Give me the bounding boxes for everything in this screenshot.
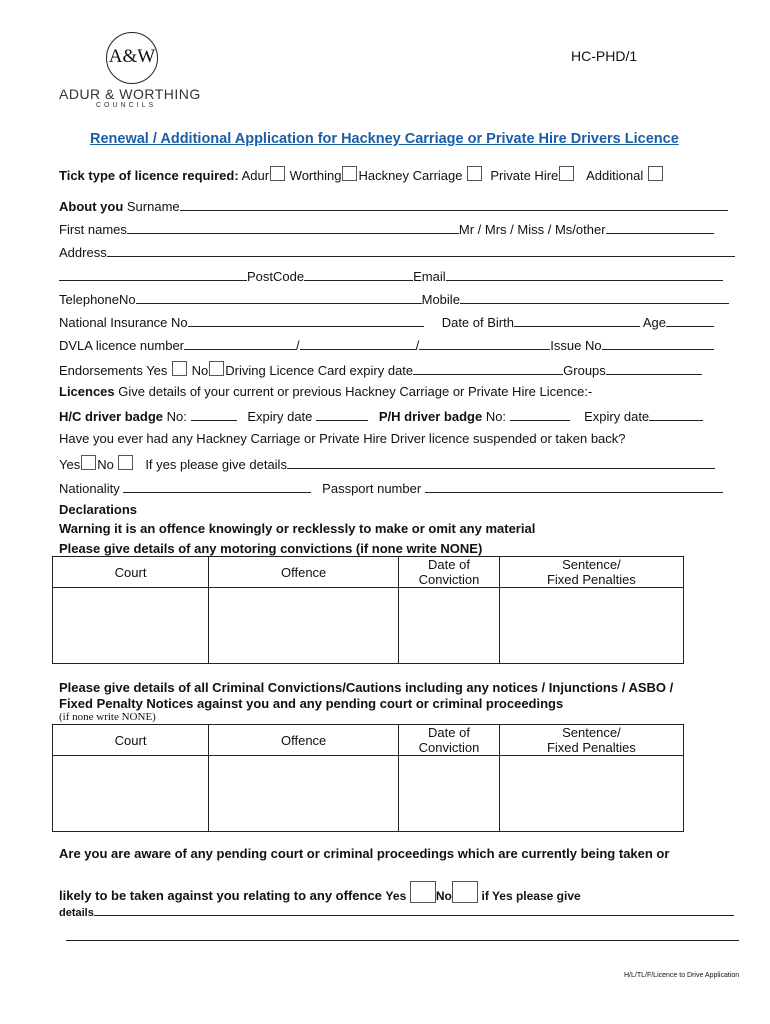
form-reference: HC-PHD/1 xyxy=(571,48,638,64)
about-you-heading: About you xyxy=(59,199,124,214)
licence-option-additional: Additional xyxy=(586,168,644,183)
mobile-label: Mobile xyxy=(421,292,460,307)
sentence-cell[interactable] xyxy=(499,588,683,664)
ph-badge-number-field[interactable] xyxy=(510,408,570,421)
dvla-slash-2: / xyxy=(415,338,420,353)
criminal-convictions-heading-line1: Please give details of all Criminal Convictions/Cautions including any notices / Injunctions / ASBO / xyxy=(59,680,674,695)
ni-row xyxy=(59,314,714,330)
title-field[interactable] xyxy=(606,221,714,234)
pending-question-row xyxy=(59,881,581,903)
issue-no-field[interactable] xyxy=(602,337,714,350)
pending-if-yes-label: if Yes please give xyxy=(481,889,581,903)
dvla-field-part2[interactable] xyxy=(300,337,416,350)
council-logo-subtitle: COUNCILS xyxy=(96,102,157,109)
endorsements-row xyxy=(59,361,702,378)
licence-type-row xyxy=(59,166,664,183)
date-cell[interactable] xyxy=(399,588,500,664)
page-title: Renewal / Additional Application for Hackney Carriage or Private Hire Drivers Licence xyxy=(90,131,679,147)
postcode-email-row xyxy=(59,268,723,284)
court-cell[interactable] xyxy=(53,756,209,832)
surname-field[interactable] xyxy=(180,198,728,211)
offence-cell[interactable] xyxy=(209,588,399,664)
hc-expiry-field[interactable] xyxy=(316,408,368,421)
pending-details-field-line1[interactable] xyxy=(94,905,734,916)
ph-badge-label: P/H driver badge xyxy=(378,409,483,424)
groups-field[interactable] xyxy=(606,362,702,375)
date-cell[interactable] xyxy=(399,756,500,832)
ph-no-label: No: xyxy=(485,409,507,424)
footer-reference: H/L/TL/F/Licence to Drive Application xyxy=(624,972,740,979)
licences-instruction: Give details of your current or previous Hackney Carriage or Private Hire Licence:- xyxy=(118,384,593,399)
passport-field[interactable] xyxy=(425,480,723,493)
suspended-details-field[interactable] xyxy=(287,456,715,469)
pending-question-line2: likely to be taken against you relating to any offence xyxy=(59,888,382,903)
declarations-warning: Warning it is an offence knowingly or recklessly to make or omit any material xyxy=(59,521,536,536)
table-row xyxy=(53,756,684,832)
badges-row xyxy=(59,408,703,424)
pending-question-line1: Are you are aware of any pending court or criminal proceedings which are currently being taken or xyxy=(59,846,670,861)
email-field[interactable] xyxy=(446,268,723,281)
hc-badge-label: H/C driver badge xyxy=(59,409,164,424)
licence-option-hackney: Hackney Carriage xyxy=(358,168,463,183)
licences-row xyxy=(59,384,592,399)
groups-label: Groups xyxy=(563,363,606,378)
offence-header: Offence xyxy=(209,725,399,756)
offence-cell[interactable] xyxy=(209,756,399,832)
dvla-slash-1: / xyxy=(296,338,300,353)
date-of-conviction-header: Date of Conviction xyxy=(399,557,500,588)
expiry-date-label: Driving Licence Card expiry date xyxy=(225,363,414,378)
offence-header: Offence xyxy=(209,557,399,588)
pending-no-checkbox[interactable] xyxy=(452,881,478,903)
address-field-line2[interactable] xyxy=(59,268,247,281)
licences-heading: Licences xyxy=(59,384,115,399)
dvla-field-part1[interactable] xyxy=(184,337,296,350)
suspended-question: Have you ever had any Hackney Carriage or Private Hire Driver licence suspended or taken back? xyxy=(59,431,626,446)
licence-option-worthing: Worthing xyxy=(289,168,342,183)
email-label: Email xyxy=(413,269,446,284)
title-options-label: Mr / Mrs / Miss / Ms/other xyxy=(458,222,606,237)
ni-field[interactable] xyxy=(188,314,424,327)
criminal-convictions-heading-line2: Fixed Penalty Notices against you and any pending court or criminal proceedings xyxy=(59,696,564,711)
sentence-header: Sentence/ Fixed Penalties xyxy=(499,725,683,756)
mobile-field[interactable] xyxy=(460,291,729,304)
court-header: Court xyxy=(53,725,209,756)
worthing-checkbox[interactable] xyxy=(342,166,357,181)
court-header: Court xyxy=(53,557,209,588)
endorsements-no-checkbox[interactable] xyxy=(209,361,224,376)
table-row xyxy=(53,588,684,664)
dob-label: Date of Birth xyxy=(441,315,514,330)
sentence-cell[interactable] xyxy=(499,756,683,832)
age-field[interactable] xyxy=(666,314,714,327)
licence-option-private-hire: Private Hire xyxy=(490,168,559,183)
surname-row xyxy=(59,198,728,214)
motoring-convictions-heading: Please give details of any motoring convictions (if none write NONE) xyxy=(59,541,483,556)
nationality-label: Nationality xyxy=(59,481,120,496)
adur-checkbox[interactable] xyxy=(270,166,285,181)
additional-checkbox[interactable] xyxy=(648,166,663,181)
telephone-field[interactable] xyxy=(136,291,422,304)
address-field-line1[interactable] xyxy=(107,244,735,257)
dvla-row xyxy=(59,337,714,353)
licence-expiry-field[interactable] xyxy=(413,362,563,375)
pending-yes-label: Yes xyxy=(385,889,407,903)
postcode-field[interactable] xyxy=(304,268,413,281)
first-names-row xyxy=(59,221,714,237)
suspended-yes-label: Yes xyxy=(59,457,81,472)
issue-no-label: Issue No xyxy=(550,338,602,353)
suspended-yes-checkbox[interactable] xyxy=(81,455,96,470)
telephone-row xyxy=(59,291,729,307)
court-cell[interactable] xyxy=(53,588,209,664)
table-header-row xyxy=(53,725,684,756)
pending-details-row xyxy=(59,905,734,919)
pending-details-field-line2[interactable] xyxy=(66,928,739,941)
postcode-label: PostCode xyxy=(247,269,305,284)
dvla-field-part3[interactable] xyxy=(419,337,550,350)
table-header-row xyxy=(53,557,684,588)
endorsements-label: Endorsements Yes xyxy=(59,363,168,378)
address-label: Address xyxy=(59,245,107,260)
nationality-field[interactable] xyxy=(123,480,311,493)
suspended-details-label: If yes please give details xyxy=(145,457,287,472)
first-names-label: First names xyxy=(59,222,127,237)
hackney-carriage-checkbox[interactable] xyxy=(467,166,482,181)
suspended-no-label: No xyxy=(97,457,114,472)
council-logo-name: ADUR & WORTHING xyxy=(59,86,201,102)
licence-type-label: Tick type of licence required: xyxy=(59,168,239,183)
passport-label: Passport number xyxy=(322,481,422,496)
sentence-header: Sentence/ Fixed Penalties xyxy=(499,557,683,588)
pending-no-label: No xyxy=(435,889,452,903)
hc-no-label: No: xyxy=(166,409,187,424)
dob-field[interactable] xyxy=(514,314,640,327)
declarations-heading: Declarations xyxy=(59,502,138,517)
if-none-note: (if none write NONE) xyxy=(59,711,156,723)
council-logo-monogram: A&W xyxy=(108,46,156,67)
nationality-row xyxy=(59,480,723,496)
ph-expiry-label: Expiry date xyxy=(584,409,650,424)
criminal-convictions-table xyxy=(52,724,684,832)
licence-option-adur: Adur xyxy=(241,168,270,183)
ph-expiry-field[interactable] xyxy=(649,408,703,421)
pending-yes-checkbox[interactable] xyxy=(410,881,436,903)
pending-details-label: details xyxy=(59,907,94,919)
hc-badge-number-field[interactable] xyxy=(191,408,237,421)
age-label: Age xyxy=(642,315,667,330)
hc-expiry-label: Expiry date xyxy=(247,409,313,424)
ni-label: National Insurance No xyxy=(59,315,188,330)
motoring-convictions-table xyxy=(52,556,684,664)
address-row xyxy=(59,244,735,260)
pending-details-line2-row xyxy=(66,928,739,946)
dvla-label: DVLA licence number xyxy=(59,338,185,353)
telephone-label: TelephoneNo xyxy=(59,292,136,307)
first-names-field[interactable] xyxy=(127,221,459,234)
suspended-row xyxy=(59,455,715,472)
endorsements-yes-checkbox[interactable] xyxy=(172,361,187,376)
endorsements-no-label: No xyxy=(191,363,209,378)
private-hire-checkbox[interactable] xyxy=(559,166,574,181)
date-of-conviction-header: Date of Conviction xyxy=(399,725,500,756)
surname-label: Surname xyxy=(126,199,180,214)
suspended-no-checkbox[interactable] xyxy=(118,455,133,470)
